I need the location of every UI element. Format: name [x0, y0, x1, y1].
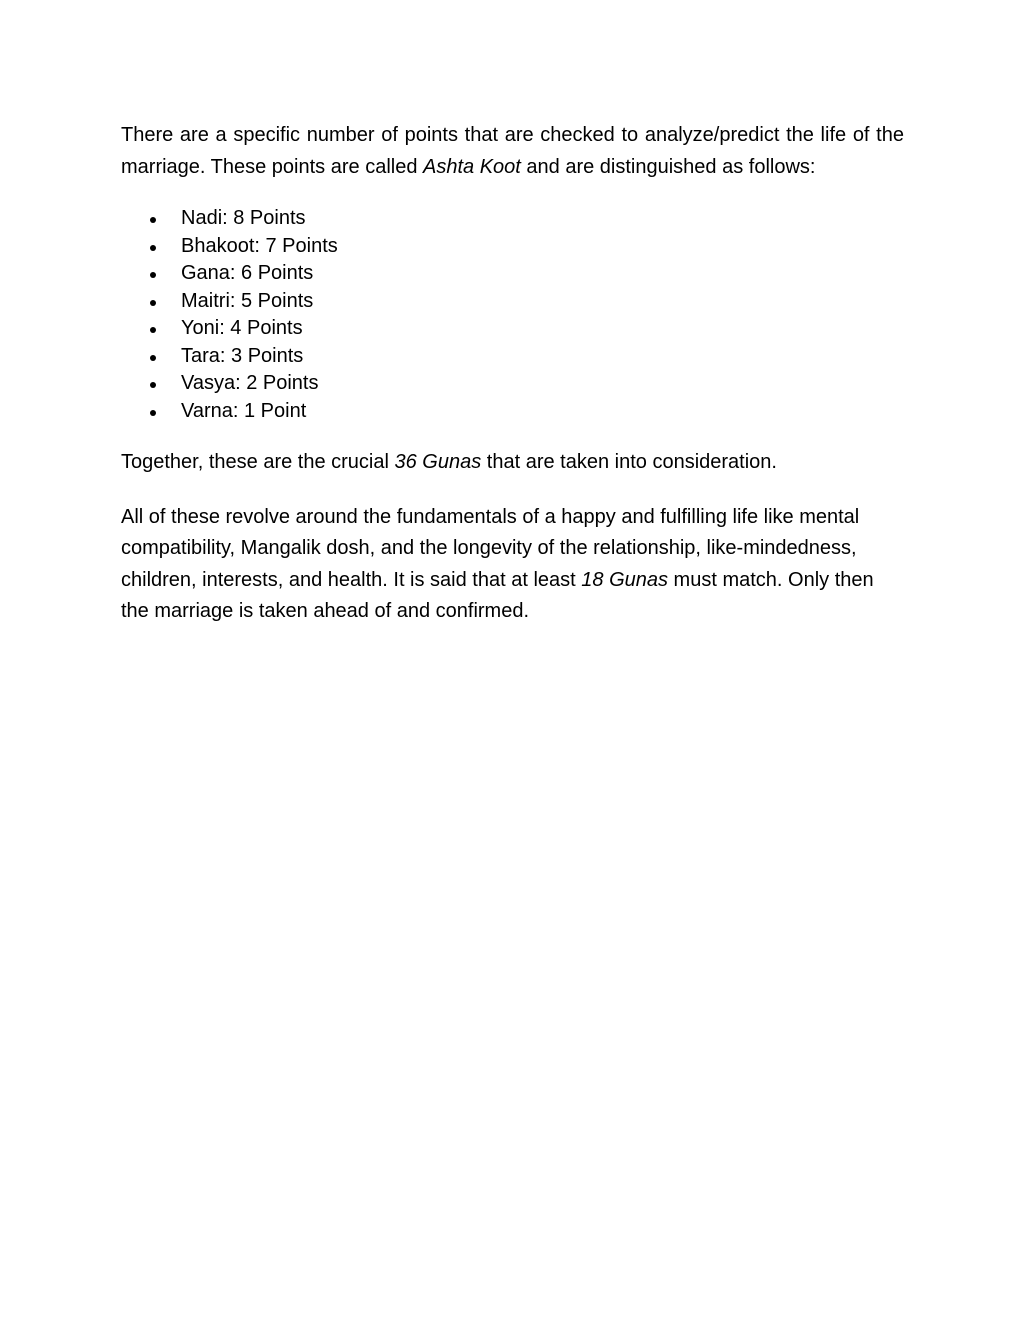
bullet-icon — [150, 272, 156, 278]
bullet-icon — [150, 355, 156, 361]
list-item-label: Yoni: 4 Points — [181, 317, 303, 339]
bullet-icon — [150, 410, 156, 416]
list-item — [121, 233, 904, 261]
list-item — [121, 343, 904, 371]
list-item — [121, 370, 904, 398]
closing-text-start: All of these revolve around the fundamentals of a happy and fulfilling life like mental compatibility, Mangalik dosh, and the longevity of the relationship, like-mindedness, children, interests, and health. It is said that at least — [121, 505, 860, 591]
list-item — [121, 315, 904, 343]
list-item — [121, 398, 904, 426]
list-item-label: Maitri: 5 Points — [181, 289, 314, 312]
thirty-six-gunas-term: 36 Gunas — [394, 451, 482, 473]
list-item-label: Tara: 3 Points — [181, 344, 304, 367]
bullet-icon — [150, 217, 156, 223]
bullet-icon — [150, 382, 156, 388]
together-text-end: that are taken into consideration. — [481, 451, 777, 473]
together-paragraph — [121, 447, 904, 479]
list-item-label: Vasya: 2 Points — [181, 372, 319, 394]
intro-paragraph — [121, 120, 904, 183]
list-item-label: Bhakoot: 7 Points — [181, 234, 338, 257]
intro-text-end: and are distinguished as follows: — [520, 155, 816, 178]
list-item-label: Varna: 1 Point — [181, 399, 307, 422]
bullet-icon — [150, 245, 156, 251]
bullet-icon — [150, 327, 156, 333]
ashta-koot-term: Ashta Koot — [423, 155, 521, 178]
document-page — [121, 120, 904, 628]
bullet-icon — [150, 300, 156, 306]
list-item-label: Nadi: 8 Points — [181, 207, 306, 229]
list-item-label: Gana: 6 Points — [181, 262, 314, 284]
list-item — [121, 288, 904, 316]
closing-paragraph — [121, 502, 904, 628]
list-item — [121, 205, 904, 233]
eighteen-gunas-term: 18 Gunas — [581, 568, 668, 591]
closing-text-end: must match. Only then the marriage is taken ahead of and confirmed. — [121, 568, 874, 622]
together-text-start: Together, these are the crucial — [121, 451, 395, 473]
koot-points-list — [121, 205, 904, 425]
list-item — [121, 260, 904, 288]
intro-text-start: There are a specific number of points that are checked to analyze/predict the life of the marriage. These points are called — [121, 124, 904, 178]
